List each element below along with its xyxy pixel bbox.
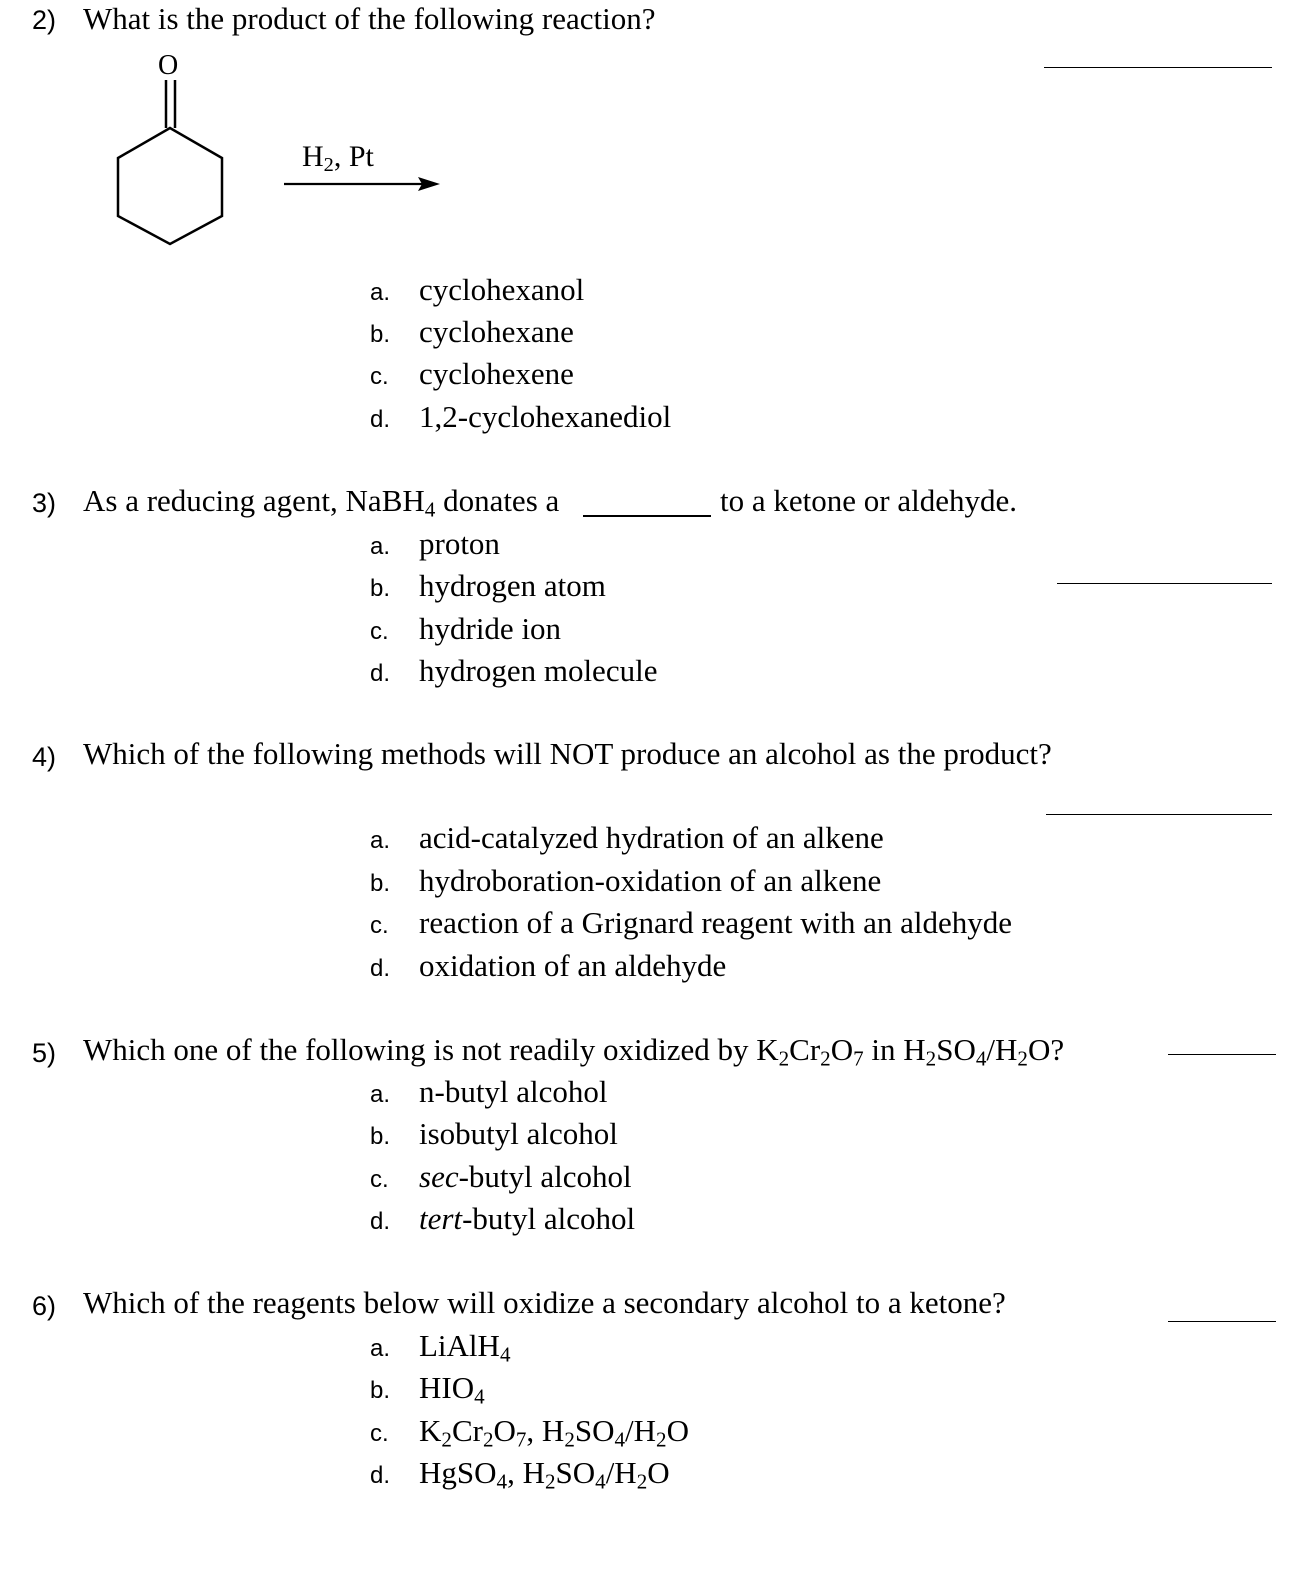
option-letter: b. xyxy=(370,1377,391,1404)
option-text[interactable]: acid-catalyzed hydration of an alkene xyxy=(419,820,884,855)
option-letter: c. xyxy=(370,1166,389,1193)
option-letter: a. xyxy=(370,827,391,854)
option-text[interactable]: $K_2Cr_2O_7$, $H_2SO_4/H_2O$ xyxy=(419,1413,689,1452)
option-letter: d. xyxy=(370,406,391,433)
option-text[interactable]: 1,2-cyclohexanediol xyxy=(419,399,672,434)
option-letter: d. xyxy=(370,660,391,687)
option-text[interactable]: proton xyxy=(419,526,500,561)
option-text[interactable]: hydride ion xyxy=(419,611,562,646)
option-text[interactable]: cyclohexene xyxy=(419,356,574,391)
answer-blank-6[interactable] xyxy=(1168,1321,1276,1322)
option-letter: a. xyxy=(370,1335,391,1362)
option-letter: a. xyxy=(370,1081,391,1108)
option-text[interactable]: LiAlH$_4$ xyxy=(419,1328,511,1367)
option-letter: b. xyxy=(370,1123,391,1150)
cyclohexanone-structure-icon xyxy=(118,80,222,244)
option-text[interactable]: HgSO$_4$, $H_2SO_4/H_2O$ xyxy=(419,1455,670,1494)
option-letter: c. xyxy=(370,1420,389,1447)
option-text[interactable] xyxy=(419,1160,632,1194)
answer-blank-3[interactable] xyxy=(1057,583,1272,584)
option-text[interactable]: isobutyl alcohol xyxy=(419,1116,618,1151)
option-letter: c. xyxy=(370,363,389,390)
option-text-rest: -butyl alcohol xyxy=(458,1159,632,1194)
option-text[interactable]: hydrogen atom xyxy=(419,568,606,603)
option-letter: a. xyxy=(370,279,391,306)
option-text[interactable]: oxidation of an aldehyde xyxy=(419,948,727,983)
question-5-text: Which one of the following is not readily oxidized by $K_2Cr_2O_7$ in $H_2SO_4/H_2O$? xyxy=(83,1032,1065,1071)
option-letter: b. xyxy=(370,321,391,348)
question-3-text-after: to a ketone or aldehyde. xyxy=(720,483,1017,518)
question-6-text: Which of the reagents below will oxidize a secondary alcohol to a ketone? xyxy=(83,1285,1006,1320)
question-5-number: 5) xyxy=(32,1038,57,1068)
option-text[interactable]: cyclohexanol xyxy=(419,272,585,307)
question-2-number: 2) xyxy=(32,5,57,35)
carbonyl-oxygen-label: O xyxy=(158,50,179,81)
option-letter: c. xyxy=(370,618,389,645)
question-4-number: 4) xyxy=(32,742,57,772)
option-letter: d. xyxy=(370,1208,391,1235)
option-letter: c. xyxy=(370,912,389,939)
right-arrow-icon xyxy=(284,177,440,191)
answer-blank-4[interactable] xyxy=(1046,814,1272,815)
option-text[interactable] xyxy=(419,1202,635,1236)
question-6-number: 6) xyxy=(32,1291,57,1321)
option-text-rest: -butyl alcohol xyxy=(462,1201,636,1236)
option-letter: d. xyxy=(370,1462,391,1489)
option-letter: a. xyxy=(370,533,391,560)
option-text[interactable]: hydroboration-oxidation of an alkene xyxy=(419,863,882,898)
option-text[interactable]: hydrogen molecule xyxy=(419,653,658,688)
option-letter: b. xyxy=(370,870,391,897)
option-text[interactable]: cyclohexane xyxy=(419,314,574,349)
option-prefix-italic: sec xyxy=(419,1159,459,1194)
question-3-number: 3) xyxy=(32,488,57,518)
option-text[interactable]: $HIO_4$ xyxy=(419,1370,485,1409)
question-4-text: Which of the following methods will NOT produce an alcohol as the product? xyxy=(83,736,1052,771)
answer-blank-5[interactable] xyxy=(1168,1054,1276,1055)
option-text[interactable]: reaction of a Grignard reagent with an aldehyde xyxy=(419,905,1013,940)
option-letter: d. xyxy=(370,955,391,982)
question-3-text-before: As a reducing agent, NaBH$_4$ donates a xyxy=(83,483,560,522)
option-text[interactable]: n-butyl alcohol xyxy=(419,1074,608,1109)
reagent-label: $H_2$, Pt xyxy=(302,140,374,177)
option-prefix-italic: tert xyxy=(419,1201,463,1236)
option-letter: b. xyxy=(370,575,391,602)
fill-in-blank-line xyxy=(583,515,711,517)
question-2-text: What is the product of the following reaction? xyxy=(83,1,656,36)
